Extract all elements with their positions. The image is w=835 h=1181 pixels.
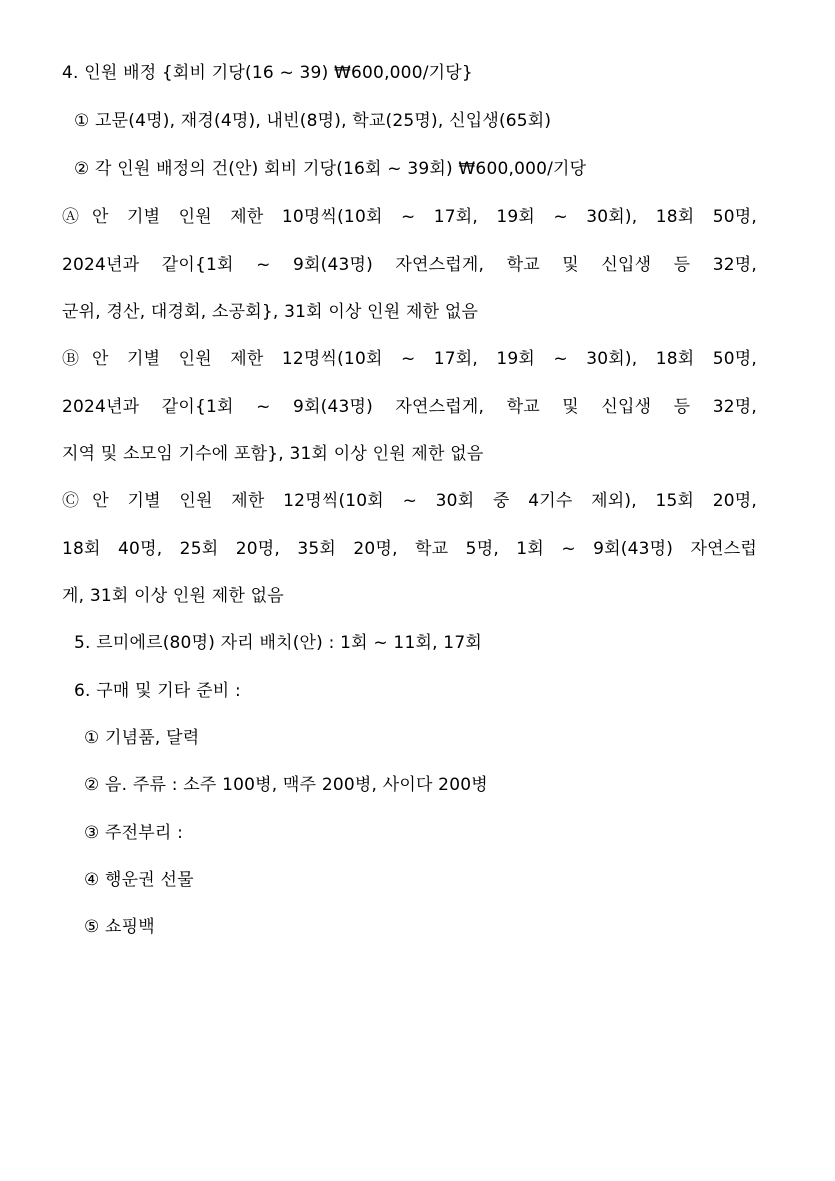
option-a-line-1: Ⓐ안 기별 인원 제한 10명씩(10회 ~ 17회, 19회 ~ 30회), 18회 50명,	[62, 207, 757, 227]
purchase-item-4: ④ 행운권 선물	[84, 870, 194, 890]
purchase-item-2: ② 음. 주류 : 소주 100병, 맥주 200병, 사이다 200병	[84, 775, 488, 795]
option-c-line-1: Ⓒ안 기별 인원 제한 12명씩(10회 ~ 30회 중 4기수 제외), 15회 20명,	[62, 491, 757, 511]
option-b-line-2: 2024년과 같이{1회 ~ 9회(43명) 자연스럽게, 학교 및 신입생 등 32명,	[62, 397, 757, 417]
option-a-line-2: 2024년과 같이{1회 ~ 9회(43명) 자연스럽게, 학교 및 신입생 등 32명,	[62, 255, 757, 275]
section-6-heading: 6. 구매 및 기타 준비 :	[74, 681, 241, 701]
purchase-item-1: ① 기념품, 달력	[84, 728, 200, 748]
option-b-line-3: 지역 및 소모임 기수에 포함}, 31회 이상 인원 제한 없음	[62, 444, 484, 464]
section-5-heading: 5. 르미에르(80명) 자리 배치(안) : 1회 ~ 11회, 17회	[74, 633, 482, 653]
purchase-item-5: ⑤ 쇼핑백	[84, 917, 155, 937]
item-2-allocation-proposal: ② 각 인원 배정의 건(안) 회비 기당(16회 ~ 39회) ₩600,000/기당	[74, 159, 587, 179]
option-c-line-3: 게, 31회 이상 인원 제한 없음	[62, 586, 284, 606]
section-4-heading: 4. 인원 배정 {회비 기당(16 ~ 39) ₩600,000/기당}	[62, 63, 473, 83]
item-1-attendee-list: ① 고문(4명), 재경(4명), 내빈(8명), 학교(25명), 신입생(65회)	[74, 111, 552, 131]
option-b-line-1: Ⓑ안 기별 인원 제한 12명씩(10회 ~ 17회, 19회 ~ 30회), 18회 50명,	[62, 349, 757, 369]
purchase-item-3: ③ 주전부리 :	[84, 823, 184, 843]
option-a-line-3: 군위, 경산, 대경회, 소공회}, 31회 이상 인원 제한 없음	[62, 302, 479, 322]
option-c-line-2: 18회 40명, 25회 20명, 35회 20명, 학교 5명, 1회 ~ 9회(43명) 자연스럽	[62, 539, 757, 559]
